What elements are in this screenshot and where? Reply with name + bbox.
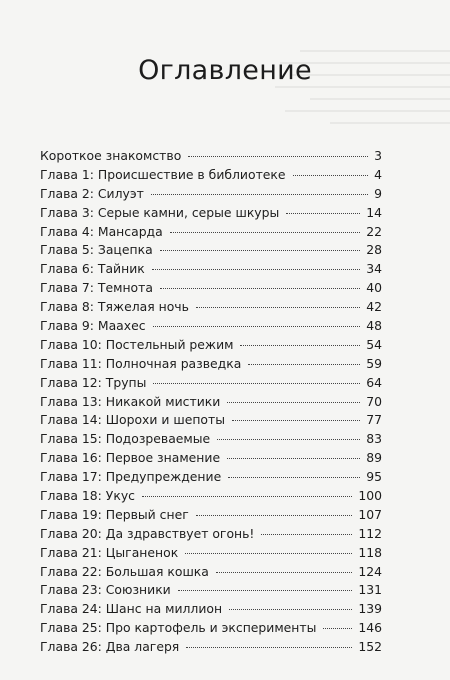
toc-entry bbox=[40, 487, 382, 506]
toc-entry-page-number: 22 bbox=[366, 223, 382, 239]
toc-entry-page-number: 131 bbox=[358, 582, 382, 598]
toc-entry-page-number: 100 bbox=[358, 488, 382, 504]
toc-entry-page-number: 70 bbox=[366, 393, 382, 409]
toc-entry bbox=[40, 279, 382, 298]
toc-entry-page-number: 77 bbox=[366, 412, 382, 428]
toc-entry-title: Глава 5: Зацепка bbox=[40, 242, 153, 258]
dot-leader bbox=[323, 628, 352, 629]
toc-entry bbox=[40, 298, 382, 317]
toc-entry bbox=[40, 336, 382, 355]
page-title: Оглавление bbox=[138, 55, 312, 86]
toc-entry-page-number: 48 bbox=[366, 318, 382, 334]
toc-entry-page-number: 40 bbox=[366, 280, 382, 296]
toc-entry-title: Короткое знакомство bbox=[40, 148, 182, 163]
toc-entry-title: Глава 11: Полночная разведка bbox=[40, 355, 242, 371]
toc-entry-title: Глава 12: Трупы bbox=[40, 374, 147, 390]
dot-leader bbox=[151, 194, 368, 195]
dot-leader bbox=[248, 364, 360, 365]
toc-entry bbox=[40, 600, 382, 619]
toc-entry-title: Глава 26: Два лагеря bbox=[40, 639, 180, 655]
dot-leader bbox=[227, 458, 360, 459]
toc-entry-title: Глава 24: Шанс на миллион bbox=[40, 601, 223, 617]
toc-entry-title: Глава 21: Цыганенок bbox=[40, 544, 179, 560]
toc-entry-title: Глава 23: Союзники bbox=[40, 582, 171, 598]
dot-leader bbox=[170, 232, 361, 233]
toc-entry bbox=[40, 223, 382, 242]
toc-entry-page-number: 118 bbox=[358, 544, 382, 560]
toc-entry-title: Глава 1: Происшествие в библиотеке bbox=[40, 166, 286, 182]
toc-entry bbox=[40, 581, 382, 600]
toc-entry-title: Глава 3: Серые камни, серые шкуры bbox=[40, 204, 280, 220]
dot-leader bbox=[186, 647, 352, 648]
dot-leader bbox=[227, 402, 360, 403]
dot-leader bbox=[232, 420, 360, 421]
toc-entry bbox=[40, 411, 382, 430]
dot-leader bbox=[229, 609, 352, 610]
toc-entry bbox=[40, 166, 382, 185]
toc-entry bbox=[40, 204, 382, 223]
toc-entry-title: Глава 2: Силуэт bbox=[40, 185, 144, 201]
toc-entry-page-number: 83 bbox=[366, 431, 382, 447]
dot-leader bbox=[142, 496, 352, 497]
toc-entry bbox=[40, 260, 382, 279]
toc-entry-title: Глава 14: Шорохи и шепоты bbox=[40, 412, 226, 428]
toc-entry-page-number: 34 bbox=[366, 261, 382, 277]
toc-entry-page-number: 59 bbox=[366, 355, 382, 371]
dot-leader bbox=[286, 213, 360, 214]
toc-entry-title: Глава 19: Первый снег bbox=[40, 506, 189, 522]
toc-entry-title: Глава 6: Тайник bbox=[40, 261, 145, 277]
toc-entry-title: Глава 22: Большая кошка bbox=[40, 563, 209, 579]
toc-entry-title: Глава 15: Подозреваемые bbox=[40, 431, 211, 447]
toc-entry bbox=[40, 355, 382, 374]
toc-entry bbox=[40, 619, 382, 638]
toc-entry-title: Глава 13: Никакой мистики bbox=[40, 393, 221, 409]
dot-leader bbox=[293, 175, 369, 176]
dot-leader bbox=[217, 439, 360, 440]
toc-entry-page-number: 14 bbox=[366, 204, 382, 220]
dot-leader bbox=[216, 572, 352, 573]
dot-leader bbox=[160, 250, 361, 251]
toc-entry-title: Глава 25: Про картофель и эксперименты bbox=[40, 620, 317, 636]
dot-leader bbox=[152, 269, 360, 270]
toc-entry-page-number: 9 bbox=[374, 185, 382, 201]
toc-entry bbox=[40, 393, 382, 412]
toc-entry-page-number: 112 bbox=[358, 525, 382, 541]
toc-entry bbox=[40, 544, 382, 563]
toc-entry-title: Глава 4: Мансарда bbox=[40, 223, 163, 239]
toc-entry-title: Глава 8: Тяжелая ночь bbox=[40, 299, 189, 315]
toc-entry bbox=[40, 506, 382, 525]
toc-entry bbox=[40, 241, 382, 260]
dot-leader bbox=[178, 590, 353, 591]
toc-entry-title: Глава 16: Первое знамение bbox=[40, 450, 221, 466]
dot-leader bbox=[160, 288, 360, 289]
dot-leader bbox=[196, 515, 353, 516]
toc-entry-page-number: 146 bbox=[358, 620, 382, 636]
toc-entry-title: Глава 9: Маахес bbox=[40, 318, 146, 334]
toc-entry bbox=[40, 430, 382, 449]
toc-entry-title: Глава 10: Постельный режим bbox=[40, 336, 234, 352]
toc-entry bbox=[40, 468, 382, 487]
dot-leader bbox=[185, 553, 352, 554]
toc-entry-page-number: 152 bbox=[358, 639, 382, 655]
toc-entry bbox=[40, 449, 382, 468]
toc-entry bbox=[40, 525, 382, 544]
dot-leader bbox=[240, 345, 360, 346]
toc-entry bbox=[40, 638, 382, 657]
toc-entry-page-number: 54 bbox=[366, 336, 382, 352]
toc-entry-page-number: 89 bbox=[366, 450, 382, 466]
toc-entry bbox=[40, 374, 382, 393]
toc-entry-title: Глава 17: Предупреждение bbox=[40, 469, 222, 485]
toc-entry-page-number: 28 bbox=[366, 242, 382, 258]
toc-entry bbox=[40, 147, 382, 166]
toc-entry-page-number: 4 bbox=[374, 166, 382, 182]
toc-entry bbox=[40, 185, 382, 204]
toc-entry-page-number: 3 bbox=[374, 148, 382, 163]
dot-leader bbox=[228, 477, 360, 478]
table-of-contents bbox=[40, 147, 382, 657]
toc-entry-title: Глава 20: Да здравствует огонь! bbox=[40, 525, 255, 541]
toc-entry-page-number: 107 bbox=[358, 506, 382, 522]
dot-leader bbox=[188, 156, 368, 157]
toc-entry-page-number: 64 bbox=[366, 374, 382, 390]
dot-leader bbox=[261, 534, 352, 535]
dot-leader bbox=[153, 326, 361, 327]
toc-entry-page-number: 139 bbox=[358, 601, 382, 617]
dot-leader bbox=[196, 307, 360, 308]
toc-entry bbox=[40, 563, 382, 582]
toc-entry-title: Глава 7: Темнота bbox=[40, 280, 153, 296]
toc-entry-page-number: 95 bbox=[366, 469, 382, 485]
toc-entry bbox=[40, 317, 382, 336]
toc-entry-page-number: 124 bbox=[358, 563, 382, 579]
toc-entry-page-number: 42 bbox=[366, 299, 382, 315]
dot-leader bbox=[153, 383, 360, 384]
toc-entry-title: Глава 18: Укус bbox=[40, 488, 135, 504]
